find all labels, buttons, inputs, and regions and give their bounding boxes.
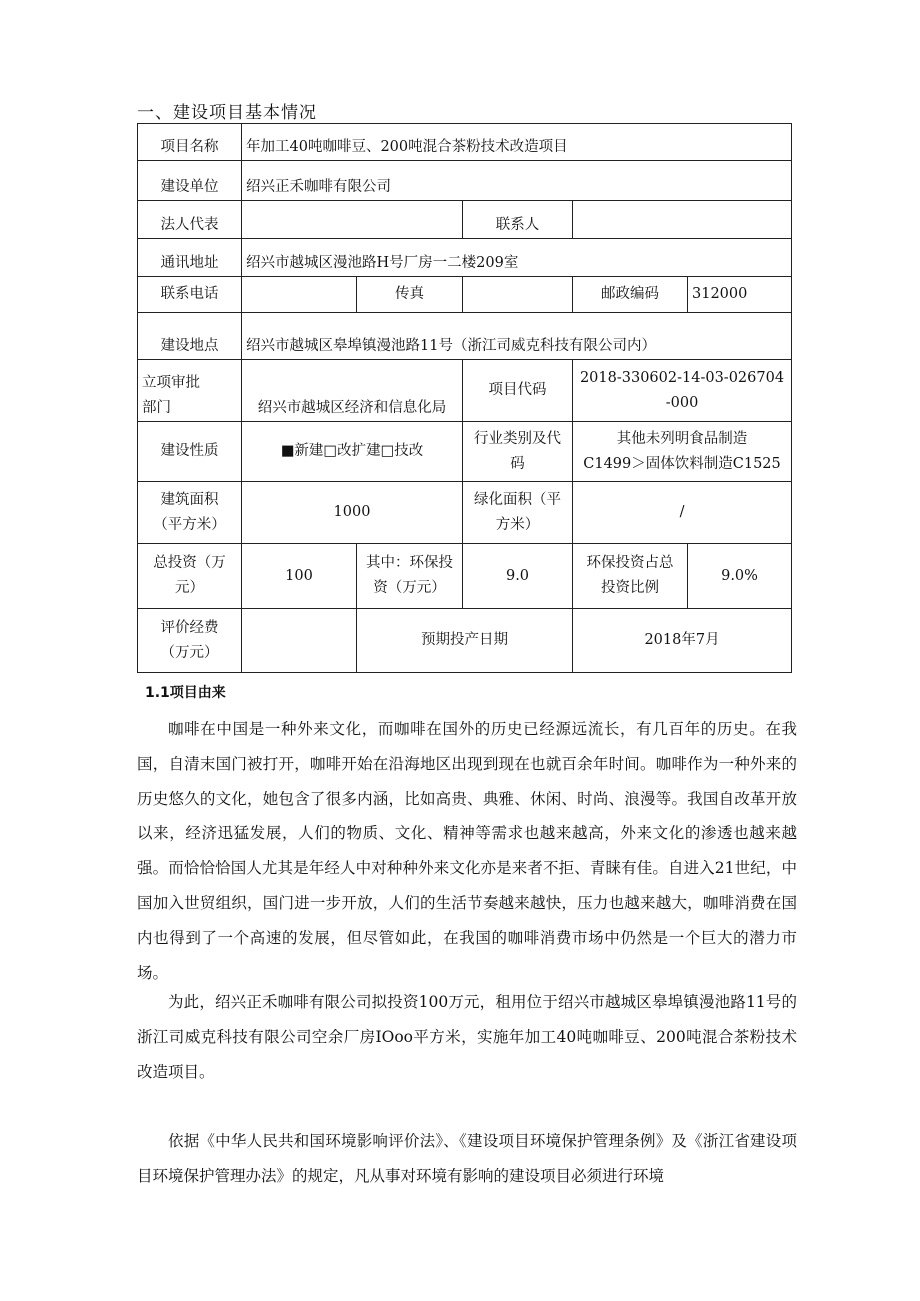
body-paragraph bbox=[137, 712, 797, 990]
contact-value bbox=[573, 201, 792, 239]
industry-value bbox=[573, 422, 792, 482]
site-label: 建设地点 bbox=[138, 313, 242, 360]
env-invest-label bbox=[357, 544, 463, 609]
invest-label-line: 总投资（万 bbox=[153, 555, 226, 571]
page-heading: 一、建设项目基本情况 bbox=[137, 103, 317, 123]
ratio-label-line: 投资比例 bbox=[601, 580, 659, 596]
approval-value: 绍兴市越城区经济和信息化局 bbox=[242, 360, 463, 422]
site-value: 绍兴市越城区皋埠镇漫池路11号（浙江司威克科技有限公司内） bbox=[242, 313, 792, 360]
env-invest-value: 9.0 bbox=[463, 544, 573, 609]
project-name-value: 年加工40吨咖啡豆、200吨混合茶粉技术改造项目 bbox=[242, 124, 792, 161]
fee-label-line: （万元） bbox=[160, 644, 219, 661]
table-row bbox=[138, 544, 792, 609]
invest-label-line: 元） bbox=[175, 580, 204, 596]
date-label: 预期投产日期 bbox=[357, 609, 573, 673]
area-label-line: （平方米） bbox=[153, 516, 226, 533]
fax-label: 传真 bbox=[357, 277, 463, 313]
fax-value bbox=[463, 277, 573, 313]
fee-label bbox=[138, 609, 242, 673]
phone-label: 联系电话 bbox=[138, 277, 242, 313]
table-row bbox=[138, 609, 792, 673]
address-value: 绍兴市越城区漫池路H号厂房一二楼209室 bbox=[242, 239, 792, 277]
industry-line: 其他未列明食品制造 bbox=[616, 430, 748, 447]
table-row bbox=[138, 360, 792, 422]
body-paragraph bbox=[137, 1124, 797, 1194]
green-value: / bbox=[573, 482, 792, 544]
industry-label-line: 码 bbox=[510, 455, 525, 472]
ratio-value: 9.0% bbox=[688, 544, 792, 609]
legal-rep-label: 法人代表 bbox=[138, 201, 242, 239]
table-row bbox=[138, 422, 792, 482]
table-row bbox=[138, 239, 792, 277]
green-label bbox=[463, 482, 573, 544]
nature-value: ■新建□改扩建□技改 bbox=[242, 422, 463, 482]
fee-value bbox=[242, 609, 357, 673]
body-paragraph bbox=[137, 985, 797, 1089]
legal-rep-value bbox=[242, 201, 463, 239]
table-row bbox=[138, 161, 792, 201]
address-label: 通讯地址 bbox=[138, 239, 242, 277]
green-label-line: 方米） bbox=[495, 516, 540, 533]
approval-label-line: 立项审批 bbox=[142, 375, 200, 391]
industry-line: C1499＞固体饮料制造C1525 bbox=[583, 455, 781, 472]
paragraph-text: 为此，绍兴正禾咖啡有限公司拟投资100万元，租用位于绍兴市越城区皋埠镇漫池路11号的浙江司威克科技有限公司空余厂房IOoo平方米，实施年加工40吨咖啡豆、200吨混合茶粉技术改造项目。 bbox=[137, 993, 797, 1081]
code-value bbox=[573, 360, 792, 422]
project-name-label: 项目名称 bbox=[138, 124, 242, 161]
green-label-line: 绿化面积（平 bbox=[474, 491, 561, 508]
area-label-line: 建筑面积 bbox=[160, 491, 219, 508]
phone-value bbox=[242, 277, 357, 313]
paragraph-text: 依据《中华人民共和国环境影响评价法》、《建设项目环境保护管理条例》及《浙江省建设项目环境保护管理办法》的规定，凡从事对环境有影响的建设项目必须进行环境 bbox=[137, 1132, 797, 1185]
nature-label: 建设性质 bbox=[138, 422, 242, 482]
table-row bbox=[138, 201, 792, 239]
section-title: 1.1项目由来 bbox=[145, 685, 226, 701]
table-row bbox=[138, 482, 792, 544]
area-label bbox=[138, 482, 242, 544]
approval-label bbox=[138, 360, 242, 422]
paragraph-text: 咖啡在中国是一种外来文化，而咖啡在国外的历史已经源远流长，有几百年的历史。在我国，自清末国门被打开，咖啡开始在沿海地区出现到现在也就百余年时间。咖啡作为一种外来的历史悠久的文化，她包含了很多内涵，比如高贵、典雅、休闲、时尚、浪漫等。我国自改革开放以来，经济迅猛发展，人们的物质、文化、精神等需求也越来越高，外来文化的渗透也越来越强。而恰恰恰国人尤其是年经人中对种种外来文化亦是来者不拒、青睐有佳。自进入21世纪，中国加入世贸组织，国门进一步开放，人们的生活节奏越来越快，压力也越来越大，咖啡消费在国内也得到了一个高速的发展，但尽管如此，在我国的咖啡消费市场中仍然是一个巨大的潜力市场。 bbox=[137, 720, 797, 982]
code-label: 项目代码 bbox=[463, 360, 573, 422]
table-row bbox=[138, 277, 792, 313]
unit-label: 建设单位 bbox=[138, 161, 242, 201]
table-row bbox=[138, 124, 792, 161]
invest-label bbox=[138, 544, 242, 609]
postcode-value: 312000 bbox=[688, 277, 792, 313]
approval-label-line: 部门 bbox=[142, 400, 171, 416]
contact-label: 联系人 bbox=[463, 201, 573, 239]
project-info-table bbox=[137, 123, 792, 673]
fee-label-line: 评价经费 bbox=[160, 619, 219, 636]
area-value: 1000 bbox=[242, 482, 463, 544]
code-line: 2018-330602-14-03-026704 bbox=[579, 369, 785, 386]
industry-label-line: 行业类别及代 bbox=[474, 430, 561, 447]
postcode-label: 邮政编码 bbox=[573, 277, 688, 313]
ratio-label bbox=[573, 544, 688, 609]
invest-value: 100 bbox=[242, 544, 357, 609]
industry-label bbox=[463, 422, 573, 482]
code-line: -000 bbox=[665, 394, 699, 411]
env-invest-label-line: 资（万元） bbox=[373, 580, 446, 596]
ratio-label-line: 环保投资占总 bbox=[586, 555, 674, 571]
table-row bbox=[138, 313, 792, 360]
env-invest-label-line: 其中：环保投 bbox=[366, 555, 453, 571]
unit-value: 绍兴正禾咖啡有限公司 bbox=[242, 161, 792, 201]
date-value: 2018年7月 bbox=[573, 609, 792, 673]
